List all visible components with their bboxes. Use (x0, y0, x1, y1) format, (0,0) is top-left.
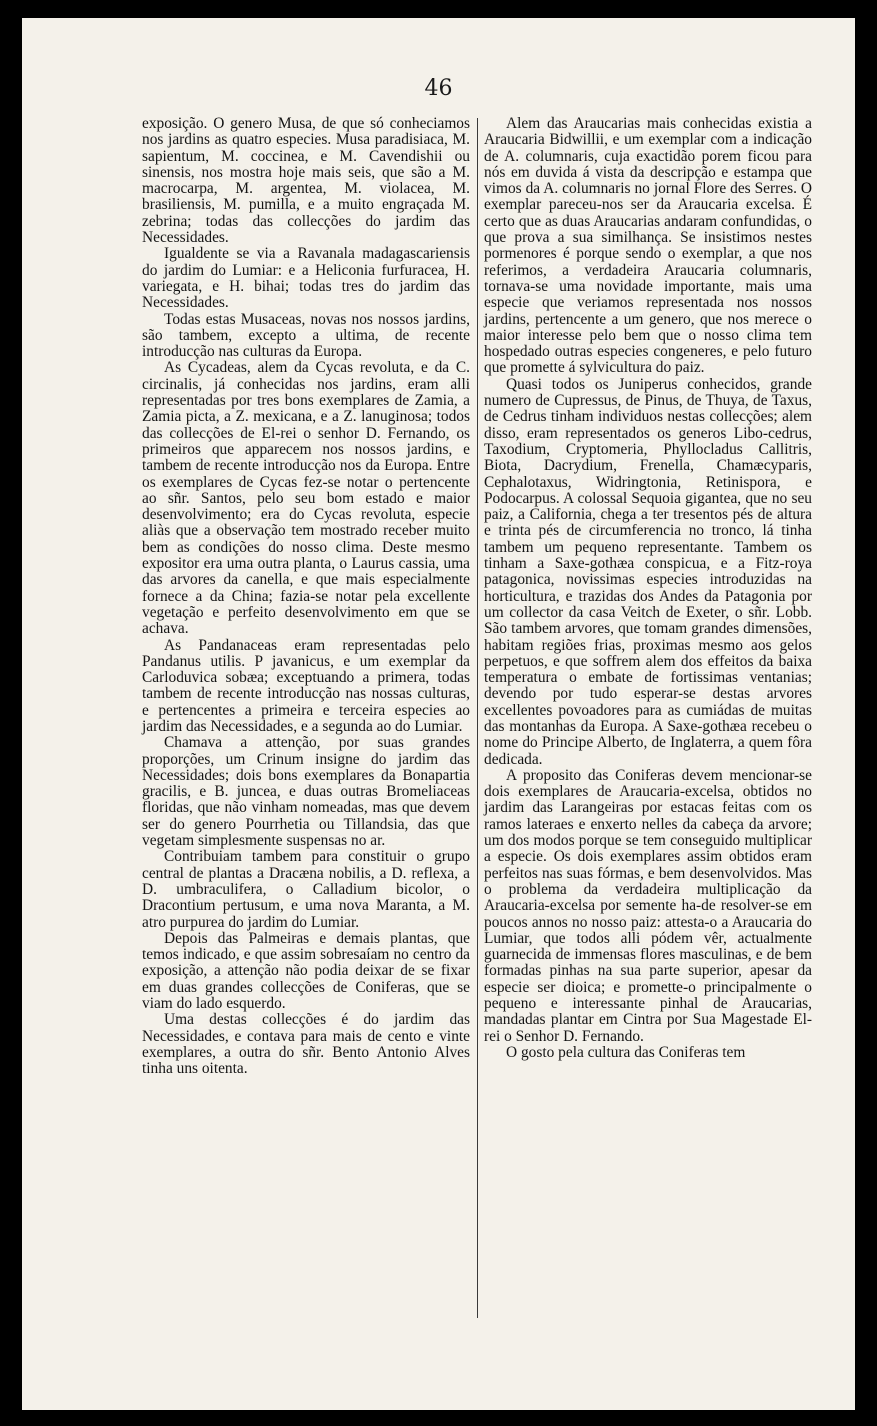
paragraph: A proposito das Coniferas devem mencionar-se dois exemplares de Araucaria-excelsa, obtidos no jardim das Larangeiras por estacas feitas com os ramos lateraes e enxerto nelles da cabeça da arvore; um dos modos porque se tem conseguido multiplicar a especie. Os dois exemplares assim obtidos eram perfeitos nas suas fórmas, e bem desenvolvidos. Mas o problema da verdadeira multiplicação da Araucaria-excelsa por semente ha-de resolver-se em poucos annos no nosso paiz: attesta-o a Araucaria do Lumiar, que todos alli pódem vêr, actualmente guarnecida de immensas flores masculinas, e de bem formadas pinhas na sua parte superior, apesar da especie ser dioica; e promette-o principalmente o pequeno e interessante pinhal de Araucarias, mandadas plantar em Cintra por Sua Magestade El-rei o Senhor D. Fernando. (484, 766, 812, 1045)
page-number: 46 (424, 76, 453, 101)
paragraph: Todas estas Musaceas, novas nos nossos jardins, são tambem, excepto a ultima, de recente introducção nas culturas da Europa. (142, 310, 470, 361)
paragraph: As Pandanaceas eram representadas pelo Pandanus utilis. P javanicus, e um exemplar da Carloduvica sobæa; exceptuando a primera, todas tambem de recente introducção nas nossas culturas, e pertencentes a primeira e terceira especies ao jardim das Necessidades, e a segunda ao do Lumiar. (142, 636, 470, 735)
paragraph: Uma destas collecções é do jardim das Necessidades, e contava para mais de cento e vinte exemplares, a outra do sñr. Bento Antonio Alves tinha uns oitenta. (142, 1011, 470, 1078)
paragraph: exposição. O genero Musa, de que só conheciamos nos jardins as quatro especies. Musa paradisiaca, M. sapientum, M. coccinea, e M. Cavendishii ou sinensis, nos mostra hoje mais seis, que são a M. macrocarpa, M. argentea, M. violacea, M. brasiliensis, M. pumilla, e a muito engraçada M. zebrina; todas das collecções do jardim das Necessidades. (142, 115, 470, 247)
right-column (484, 116, 812, 1061)
paragraph: O gosto pela cultura das Coniferas tem (506, 1043, 746, 1061)
paragraph: Quasi todos os Juniperus conhecidos, grande numero de Cupressus, de Pinus, de Thuya, de Taxus, de Cedrus tinham individuos nestas collecções; alem disso, eram representados os generos Libo-cedrus, Taxodium, Cryptomeria, Phyllocladus Callitris, Biota, Dacrydium, Frenella, Chamæcyparis, Cephalotaxus, Widringtonia, Retinispora, e Podocarpus. A colossal Sequoia gigantea, que no seu paiz, a California, chega a ter tresentos pés de altura e trinta pés de circumferencia no tronco, lá tinha tambem um pequeno representante. Tambem os tinham a Saxe-gothæa conspicua, e a Fitz-roya patagonica, novissimas especies introduzidas na horticultura, e trazidas dos Andes da Patagonia por um collector da casa Veitch de Exeter, o sñr. Lobb. São tambem arvores, que tomam grandes dimensões, habitam regiões frias, proximas mesmo aos gelos perpetuos, e que soffrem alem dos effeitos da baixa temperatura o embate de fortissimas ventanias; devendo por tudo esperar-se destas arvores excellentes povoadores para as cumiádas de muitas das montanhas da Europa. A Saxe-gothæa recebeu o nome do Principe Alberto, de Inglaterra, a quem fôra dedicada. (484, 375, 812, 768)
paragraph: As Cycadeas, alem da Cycas revoluta, e da C. circinalis, já conhecidas nos jardins, eram alli representadas por tres bons exemplares de Zamia, a Zamia picta, a Z. mexicana, e a Z. lanuginosa; todos das collecções de El-rei o senhor D. Fernando, os primeiros que apparecem nos nossos jardins, e tambem de recente introducção nos da Europa. Entre os exemplares de Cycas fez-se notar o pertencente ao sñr. Santos, pelo seu bom estado e maior desenvolvimento; era do Cycas revoluta, especie aliàs que a observação tem mostrado receber muito bem as condições do nosso clima. Deste mesmo expositor era uma outra planta, o Laurus cassia, uma das arvores da canella, e que mais especialmente fornece a da China; fazia-se notar pela excellente vegetação e perfeito desenvolvimento em que se achava. (142, 359, 470, 638)
paragraph: Contribuiam tambem para constituir o grupo central de plantas a Dracæna nobilis, a D. reflexa, a D. umbraculifera, o Calladium bicolor, o Dracontium pertusum, e uma nova Maranta, a M. atro purpurea do jardim do Lumiar. (142, 848, 470, 931)
paragraph: Chamava a attenção, por suas grandes proporções, um Crinum insigne do jardim das Necessidades; dois bons exemplares da Bonapartia gracilis, e B. juncea, e duas outras Bromeliaceas floridas, que não vinham nomeadas, mas que devem ser do genero Pourrhetia ou Tillandsia, das que vegetam simplesmente suspensas no ar. (142, 734, 470, 850)
paragraph: Alem das Araucarias mais conhecidas existia a Araucaria Bidwillii, e um exemplar com a indicação de A. columnaris, cuja exactidão porem ficou para nós em duvida á vista da descripção e estampa que vimos da A. columnaris no jornal Flore des Serres. O exemplar pareceu-nos ser da Araucaria excelsa. É certo que as duas Araucarias andaram confundidas, o que prova a sua similhança. Se insistimos nestes pormenores é porque sendo o exemplar, a que nos referimos, a verdadeira Araucaria columnaris, tornava-se uma novidade importante, mais uma especie que veriamos representada nos nossos jardins, pertencente a um genero, que nos merece o maior interesse pelo bem que o nosso clima tem hospedado outras especies congeneres, e pelo futuro que promette á sylvicultura do paiz. (484, 115, 812, 377)
paragraph: Igualdente se via a Ravanala madagascariensis do jardim do Lumiar: e a Heliconia furfuracea, H. variegata, e H. bihai; todas tres do jardim das Necessidades. (142, 245, 470, 312)
column-divider (477, 118, 478, 1318)
scanned-page (22, 18, 855, 1410)
paragraph: Depois das Palmeiras e demais plantas, que temos indicado, e que assim sobresaíam no centro da exposição, a attenção não podia deixar de se fixar em duas grandes collecções de Coniferas, que se viam do lado esquerdo. (142, 929, 470, 1013)
left-column (142, 116, 470, 1078)
